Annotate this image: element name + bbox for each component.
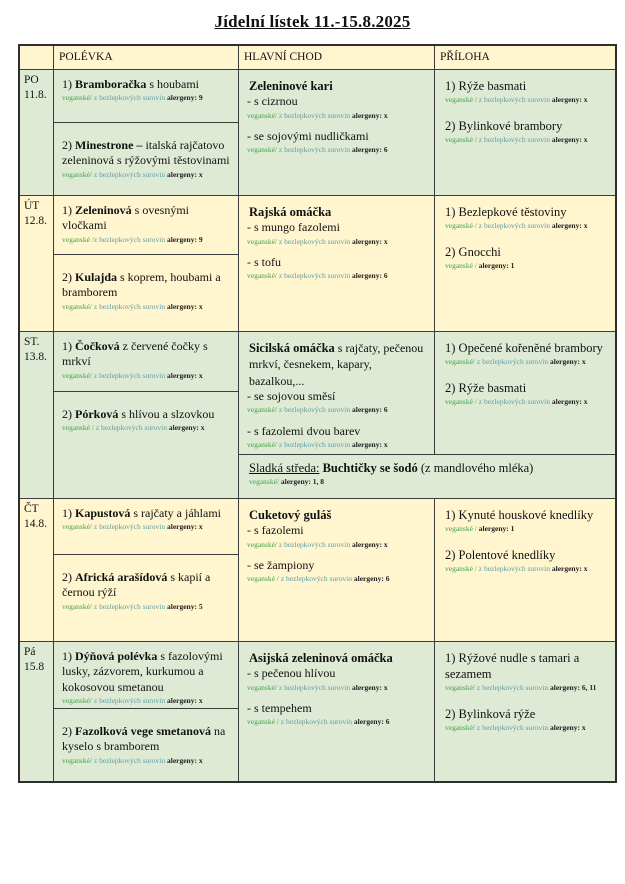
main-side-area: [239, 332, 615, 498]
day-date: 14.8.: [24, 517, 47, 530]
soup-name: [62, 77, 232, 92]
soup-name-rest: italská rajčatovo zeleninová s rýžovými těstovinami: [62, 138, 230, 168]
allergens-label: alergeny: x: [551, 397, 588, 407]
glutenfree-label: z bezlepkových surovin: [93, 696, 167, 706]
day-row-út: [20, 196, 615, 332]
vegan-label: veganské /: [62, 423, 96, 433]
allergens-label: alergeny: x: [166, 370, 203, 380]
glutenfree-label: z bezlepkových surovin: [278, 236, 352, 246]
allergens-label: alergeny: x: [351, 682, 388, 692]
side-dish-item: [445, 650, 609, 692]
glutenfree-label: z bezlepkových surovin: [478, 397, 552, 407]
vegan-label: veganské/: [247, 236, 279, 246]
main-course-variant: [247, 523, 428, 549]
side-dish-cell: [435, 196, 615, 331]
allergens-label: alergeny: 6: [353, 717, 390, 727]
soup-column: [54, 332, 239, 498]
main-course-variant: [247, 666, 428, 692]
variant-text: - se sojovou směsí: [247, 389, 336, 404]
soup-name: [62, 203, 232, 234]
side-dish-item: [445, 547, 609, 573]
main-course-title-bold: Rajská omáčka: [249, 205, 332, 219]
allergens-label: alergeny: x: [549, 357, 586, 366]
glutenfree-label: z bezlepkových surovin: [476, 723, 550, 733]
soup-cell: [54, 642, 238, 709]
glutenfree-label: z bezlepkových surovin: [478, 564, 552, 574]
soup-cell: [54, 555, 238, 641]
side-dish-text: 1) Opečené kořeněné brambory: [445, 341, 603, 355]
allergens-label: alergeny: 5: [166, 601, 203, 611]
day-date: 15.8: [24, 660, 45, 673]
side-dish-item: [445, 507, 609, 533]
soup-number: 2): [62, 724, 75, 738]
variant-text: - s fazolemi dvou barev: [247, 423, 361, 438]
vegan-label: veganské/: [445, 683, 477, 692]
day-abbrev: Pá: [24, 646, 36, 658]
vegan-label: veganské/: [62, 601, 94, 611]
soup-name-bold: Dýňová polévka: [75, 649, 158, 663]
sweet-wednesday-row: [239, 454, 615, 498]
main-course-title: [247, 340, 428, 389]
side-dish-cell: [435, 70, 615, 195]
soup-cell: [54, 332, 238, 392]
vegan-label: veganské/: [249, 477, 281, 487]
allergens-label: alergeny: x: [551, 95, 588, 104]
soup-name-bold: Bramboračka: [75, 77, 147, 91]
soup-name-rest: s rajčaty a jáhlami: [130, 506, 221, 520]
main-side-row: [239, 642, 615, 781]
glutenfree-label: z bezlepkových surovin: [280, 717, 354, 727]
allergens-label: alergeny: x: [166, 696, 203, 706]
soup-number: 1): [62, 649, 75, 663]
soup-annotation: [62, 93, 232, 102]
main-course-cell: [239, 642, 435, 781]
vegan-label: veganské/: [247, 539, 279, 549]
side-dish-item: [445, 78, 609, 104]
side-annotation: [445, 397, 609, 406]
soup-name-rest: s koprem, houbami a bramborem: [62, 270, 221, 300]
glutenfree-label: z bezlepkových surovin: [278, 271, 352, 281]
allergens-label: alergeny: x: [166, 755, 203, 765]
vegan-label: veganské /: [445, 524, 479, 533]
side-dish-cell: [435, 642, 615, 781]
main-course-variant: [247, 94, 428, 120]
allergens-label: alergeny: 1, 8: [280, 477, 324, 487]
vegan-label: veganské/: [62, 169, 94, 179]
variant-text: - se sojovými nudličkami: [247, 129, 369, 144]
allergens-label: alergeny: x: [351, 539, 388, 549]
vegan-label: veganské/: [62, 696, 94, 706]
soup-name-bold: Fazolková vege smetanová: [75, 724, 211, 738]
main-course-title-bold: Asijská zeleninová omáčka: [249, 651, 393, 665]
soup-name-bold: Zeleninová: [75, 203, 132, 217]
glutenfree-label: z bezlepkových surovin: [93, 370, 167, 380]
main-course-cell: [239, 70, 435, 195]
main-side-area: [239, 642, 615, 781]
glutenfree-label: z bezlepkových surovin: [280, 574, 354, 584]
soup-name-bold: Kapustová: [75, 506, 131, 520]
glutenfree-label: z bezlepkových surovin: [476, 683, 550, 692]
glutenfree-label: z bezlepkových surovin: [95, 423, 169, 433]
variant-annotation: [247, 145, 428, 154]
soup-name-rest: s hlívou a slzovkou: [118, 407, 215, 421]
variant-text: - s cizrnou: [247, 94, 298, 109]
main-side-row: [239, 70, 615, 195]
side-dish-item: [445, 118, 609, 144]
soup-name: [62, 506, 232, 521]
soup-annotation: [62, 170, 232, 179]
allergens-label: alergeny: 6: [351, 145, 388, 155]
sweet-wednesday-annotation: [249, 477, 609, 486]
soup-name: [62, 724, 232, 755]
soup-annotation: [62, 522, 232, 531]
vegan-label: veganské/: [445, 357, 477, 366]
main-course-variant: [247, 389, 428, 415]
soup-annotation: [62, 302, 232, 311]
side-dish-cell: [435, 499, 615, 641]
soup-name-rest: s ovesnými vločkami: [62, 203, 190, 233]
main-course-variant: [247, 558, 428, 584]
glutenfree-label: z bezlepkových surovin: [93, 755, 167, 765]
glutenfree-label: z bezlepkových surovin: [93, 522, 167, 532]
side-annotation: [445, 95, 609, 104]
soup-column: [54, 196, 239, 331]
day-cell: [20, 196, 54, 331]
day-cell: [20, 70, 54, 195]
main-course-title: [247, 507, 428, 523]
side-dish-item: [445, 204, 609, 230]
main-side-area: [239, 196, 615, 331]
side-dish-text: 2) Bylinková rýže: [445, 707, 536, 722]
variant-text: - s mungo fazolemi: [247, 220, 340, 235]
soup-name: [62, 339, 232, 370]
vegan-label: veganské/: [247, 145, 279, 155]
variant-text: - s pečenou hlívou: [247, 666, 336, 681]
day-row-pá: [20, 642, 615, 781]
soup-column: [54, 70, 239, 195]
soup-annotation: [62, 235, 232, 244]
main-course-variant: [247, 701, 428, 727]
vegan-label: veganské/: [62, 301, 94, 311]
page-title: Jídelní lístek 11.-15.8.2025: [214, 12, 411, 31]
vegan-label: veganské/: [62, 93, 94, 103]
variant-annotation: [247, 683, 428, 692]
side-dish-text: 1) Rýže basmati: [445, 79, 527, 93]
soup-name-rest: s houbami: [146, 77, 199, 91]
variant-annotation: [247, 574, 428, 583]
allergens-label: alergeny: 1: [478, 261, 515, 271]
glutenfree-label: z bezlepkových surovin: [93, 93, 167, 103]
vegan-label: veganské /: [445, 221, 479, 230]
side-annotation: [445, 261, 609, 270]
glutenfree-label: z bezlepkových surovin: [278, 539, 352, 549]
vegan-label: veganské: [62, 234, 92, 244]
allergens-label: alergeny: x: [351, 110, 388, 120]
soup-name: [62, 407, 232, 422]
header-main-course: HLAVNÍ CHOD: [239, 46, 435, 69]
soup-annotation: [62, 696, 232, 705]
main-course-title-rest: s rajčaty, pečenou mrkví, česnekem, kapary, bazalkou,...: [249, 341, 424, 388]
vegan-label: veganské/: [247, 110, 279, 120]
vegan-label: veganské /: [445, 95, 479, 104]
soup-cell: [54, 255, 238, 331]
day-abbrev: ÚT: [24, 200, 40, 212]
side-dish-text: 1) Rýžové nudle s tamari a sezamem: [445, 651, 580, 681]
soup-name: [62, 649, 232, 695]
soup-cell: [54, 392, 238, 498]
main-course-cell: [239, 196, 435, 331]
allergens-label: alergeny: x: [351, 236, 388, 246]
day-date: 11.8.: [24, 88, 47, 101]
day-abbrev: ČT: [24, 503, 39, 515]
day-abbrev: PO: [24, 74, 39, 86]
soup-number: 1): [62, 506, 75, 520]
side-dish-text: 2) Polentové knedlíky: [445, 548, 556, 563]
main-course-variant: [247, 424, 428, 450]
glutenfree-label: z bezlepkových surovin: [93, 601, 167, 611]
soup-annotation: [62, 423, 232, 432]
main-side-row: [239, 196, 615, 331]
allergens-label: alergeny: x: [166, 522, 203, 532]
glutenfree-label: z bezlepkových surovin: [93, 301, 167, 311]
table-body: [20, 70, 615, 781]
sweet-wednesday-rest: (z mandlového mléka): [420, 460, 534, 475]
main-side-area: [239, 499, 615, 641]
vegan-label: veganské /: [247, 574, 281, 584]
header-day-cell: [20, 46, 54, 69]
variant-annotation: [247, 717, 428, 726]
allergens-label: alergeny: 9: [166, 234, 203, 244]
allergens-label: alergeny: x: [551, 135, 588, 145]
day-cell: [20, 332, 54, 498]
soup-name-rest: s kapií a černou rýží: [62, 570, 211, 600]
soup-number: 1): [62, 339, 75, 353]
soup-name-rest: s fazolovými lusky, zázvorem, kurkumou a kokosovou smetanou: [62, 649, 223, 694]
side-annotation: [445, 357, 609, 366]
main-course-title-bold: Sicilská omáčka: [249, 341, 335, 355]
allergens-label: alergeny: 1: [478, 524, 515, 533]
vegan-label: veganské/: [247, 271, 279, 281]
side-dish-item: [445, 380, 609, 406]
glutenfree-label: z bezlepkových surovin: [278, 682, 352, 692]
allergens-label: alergeny: 6: [353, 574, 390, 584]
side-annotation: [445, 221, 609, 230]
allergens-label: alergeny: x: [166, 301, 203, 311]
soup-annotation: [62, 602, 232, 611]
vegan-label: veganské/: [247, 440, 279, 450]
allergens-label: alergeny: x: [168, 423, 205, 433]
soup-number: 2): [62, 407, 75, 421]
variant-text: - s fazolemi: [247, 523, 304, 538]
main-course-cell: [239, 499, 435, 641]
allergens-label: alergeny: x: [551, 564, 588, 574]
soup-cell: [54, 709, 238, 781]
variant-annotation: [247, 111, 428, 120]
soup-annotation: [62, 756, 232, 765]
glutenfree-label: z bezlepkových surovin: [478, 95, 552, 104]
side-dish-text: 2) Gnocchi: [445, 245, 501, 260]
soup-name-bold: Kulajda: [75, 270, 118, 284]
vegan-label: veganské/: [62, 755, 94, 765]
main-course-title-bold: Cuketový guláš: [249, 508, 332, 522]
glutenfree-label: z bezlepkových surovin: [476, 357, 550, 366]
side-annotation: [445, 723, 609, 732]
variant-annotation: [247, 237, 428, 246]
allergens-label: alergeny: 6: [351, 405, 388, 415]
vegan-label: veganské/: [247, 405, 279, 415]
soup-number: 1): [62, 77, 75, 91]
soup-column: [54, 499, 239, 641]
sweet-wednesday-text: [249, 461, 609, 477]
vegan-label: veganské/: [62, 522, 94, 532]
allergens-label: alergeny: 6: [351, 271, 388, 281]
main-course-cell: [239, 332, 435, 454]
vegan-label: veganské /: [445, 261, 479, 271]
soup-name-bold: Minestrone –: [75, 138, 143, 152]
main-course-title: [247, 204, 428, 220]
main-course-title: [247, 650, 428, 666]
soup-annotation: [62, 371, 232, 380]
soup-name-bold: Čočková: [75, 339, 120, 353]
main-side-row: [239, 332, 615, 454]
main-course-title-bold: Zeleninové kari: [249, 79, 333, 93]
soup-name-rest: na kyselo s bramborem: [62, 724, 226, 754]
table-header-row: [20, 46, 615, 70]
soup-name: [62, 270, 232, 301]
glutenfree-label: z bezlepkových surovin: [278, 405, 352, 415]
side-annotation: [445, 524, 609, 533]
main-side-area: [239, 70, 615, 195]
main-side-row: [239, 499, 615, 641]
soup-name-rest: z červené čočky s mrkví: [62, 339, 208, 369]
day-row-po: [20, 70, 615, 196]
allergens-label: alergeny: 9: [166, 93, 203, 103]
allergens-label: alergeny: x: [351, 440, 388, 450]
glutenfree-label: z bezlepkových surovin: [278, 440, 352, 450]
allergens-label: alergeny: x: [551, 221, 588, 230]
side-annotation: [445, 564, 609, 573]
glutenfree-label: z bezlepkových surovin: [478, 135, 552, 145]
side-dish-text: 2) Bylinkové brambory: [445, 119, 563, 134]
allergens-label: alergeny: x: [549, 723, 586, 733]
day-cell: [20, 642, 54, 781]
variant-annotation: [247, 405, 428, 414]
side-dish-text: 2) Rýže basmati: [445, 381, 527, 396]
side-dish-item: [445, 706, 609, 732]
vegan-label: veganské /: [445, 135, 479, 145]
day-date: 12.8.: [24, 214, 47, 227]
soup-name: [62, 138, 232, 169]
soup-cell: [54, 499, 238, 555]
soup-cell: [54, 123, 238, 195]
day-row-st: [20, 332, 615, 499]
vegan-label: veganské /: [445, 397, 479, 407]
header-side-dish: PŘÍLOHA: [440, 51, 490, 63]
side-dish-item: [445, 244, 609, 270]
menu-table: [18, 44, 617, 783]
main-course-title: [247, 78, 428, 94]
glutenfree-label: /z bezlepkových surovin: [91, 234, 167, 244]
side-dish-item: [445, 340, 609, 366]
soup-number: 2): [62, 270, 75, 284]
soup-cell: [54, 70, 238, 123]
day-row-čt: [20, 499, 615, 642]
side-dish-cell: [435, 332, 615, 454]
glutenfree-label: z bezlepkových surovin: [278, 145, 352, 155]
day-abbrev: ST.: [24, 336, 40, 348]
main-course-variant: [247, 220, 428, 246]
glutenfree-label: z bezlepkových surovin: [478, 221, 552, 230]
soup-cell: [54, 196, 238, 255]
soup-name-bold: Pórková: [75, 407, 119, 421]
glutenfree-label: z bezlepkových surovin: [93, 169, 167, 179]
vegan-label: veganské /: [247, 717, 281, 727]
main-course-variant: [247, 255, 428, 281]
soup-number: 2): [62, 570, 75, 584]
soup-number: 1): [62, 203, 75, 217]
variant-text: - s tempehem: [247, 701, 312, 716]
soup-number: 2): [62, 138, 75, 152]
side-dish-text: 1) Kynuté houskové knedlíky: [445, 508, 594, 522]
allergens-label: alergeny: x: [166, 169, 203, 179]
vegan-label: veganské /: [445, 564, 479, 574]
day-cell: [20, 499, 54, 641]
variant-text: - s tofu: [247, 255, 281, 270]
variant-annotation: [247, 440, 428, 449]
vegan-label: veganské/: [445, 723, 477, 733]
side-annotation: [445, 135, 609, 144]
allergens-label: alergeny: 6, 11: [549, 683, 597, 692]
variant-annotation: [247, 271, 428, 280]
soup-name-bold: Africká arašídová: [75, 570, 168, 584]
variant-text: - se žampiony: [247, 558, 315, 573]
soup-name: [62, 570, 232, 601]
vegan-label: veganské/: [247, 682, 279, 692]
soup-column: [54, 642, 239, 781]
header-soup: POLÉVKA: [54, 46, 239, 69]
side-dish-text: 1) Bezlepkové těstoviny: [445, 205, 567, 219]
vegan-label: veganské/: [62, 370, 94, 380]
glutenfree-label: z bezlepkových surovin: [278, 110, 352, 120]
sweet-wednesday-label: Sladká středa:: [249, 460, 320, 475]
day-date: 13.8.: [24, 350, 47, 363]
sweet-wednesday-dish: Buchtičky se šodó: [319, 460, 421, 475]
main-course-variant: [247, 129, 428, 155]
variant-annotation: [247, 540, 428, 549]
side-annotation: [445, 683, 609, 692]
